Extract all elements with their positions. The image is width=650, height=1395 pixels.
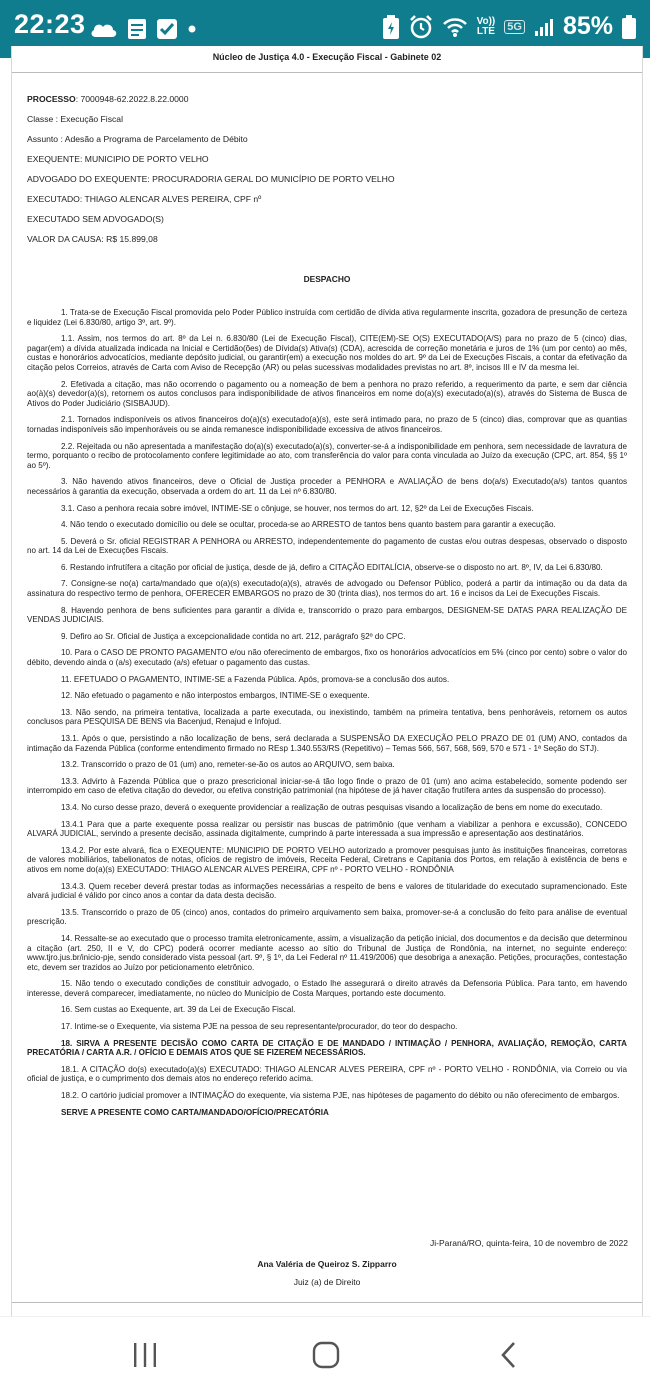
paragraph: 13.4. No curso desse prazo, deverá o exequente providenciar a realização de outras pesquisas visando a localização de bens em nome do executado. [61, 802, 603, 812]
lte-label: LTE [476, 25, 495, 37]
classe-line: Classe : Execução Fiscal [27, 114, 123, 124]
cloud-icon [90, 20, 118, 38]
recent-apps-icon[interactable] [132, 1341, 158, 1369]
paragraph: 13.4.3. Quem receber deverá prestar todas as informações necessárias a respeito de bens e valores de titularidade do executado supramencionado. Este alvará judicial é válido por cinco anos a contar da data desta decisão. [27, 881, 627, 901]
paragraph: 2. Efetivada a citação, mas não ocorrendo o pagamento ou a nomeação de bem a penhora no prazo referido, a requerimento da parte, e sem dar ciência ao(à)(s) devedor(a)(s), retornem os autos conclusos para indisponibilidade de ativos financeiros em nome do(a)(s) executado(a)(s), através do Sistema de Busca de Ativos do Poder Judiciário (SISBAJUD). [27, 379, 627, 408]
signal-icon [534, 17, 554, 37]
paragraph: 12. Não efetuado o pagamento e não interpostos embargos, INTIME-SE o exequente. [61, 691, 370, 701]
paragraph: 14. Ressalte-se ao executado que o processo tramita eletronicamente, assim, a visualização da petição inicial, dos documentos e da decisão que determinou a citação (art. 250, II e V, do CPC) poderá ocorrer mediante acesso ao sítio do Tribunal de Justiça de Rondônia, na internet, no seguinte endereço: www.tjro.jus.br/inicio-pje, sendo considerado vista pessoal (art. 9º, § 1º, da Lei Federal nº 11.419/2006) que desobriga a anexação. Petições, procurações, contestação etc, devem ser trazidos ao Juízo por peticionamento eletrônico. [27, 933, 627, 972]
paragraph: 18.1. A CITAÇÃO do(s) executado(a)(s) EXECUTADO: THIAGO ALENCAR ALVES PEREIRA, CPF nº - PORTO VELHO - RONDÔNIA, via Correio ou via oficial de justiça, e o cumprimento dos demais atos no endereço referido acima. [27, 1064, 627, 1084]
paragraph: 17. Intime-se o Exequente, via sistema PJE na pessoa de seu representante/procurador, do teor do despacho. [61, 1022, 458, 1032]
bold-paragraph: 18. SIRVA A PRESENTE DECISÃO COMO CARTA DE CITAÇÃO E DE MANDADO / INTIMAÇÃO / PENHORA, AVALIAÇÃO, REMOÇÃO, CARTA PRECATÓRIA / CARTA A.R. / OFÍCIO E DEMAIS ATOS QUE SE FIZEREM NECESSÁRIOS. [27, 1038, 627, 1058]
checkbox-icon [156, 18, 178, 40]
paragraph: 13.5. Transcorrido o prazo de 05 (cinco) anos, contados do primeiro arquivamento sem baixa, promover-se-á a conclusão do feito para análise de eventual prescrição. [27, 907, 627, 927]
paragraph: 13.1. Após o que, persistindo a não localização de bens, será declarada a SUSPENSÃO DA EXECUÇÃO PELO PRAZO DE 01 (UM) ANO, contados da intimação da Fazenda Pública (conforme entendimento firmado no REsp 1.340.553/RS (Repetitivo) – Temas 566, 567, 568, 569, 570 e 571 - 1ª Seção do STJ). [27, 734, 627, 753]
paragraph: 2.1. Tornados indisponíveis os ativos financeiros do(a)(s) executado(a)(s), este será intimado para, no prazo de 5 (cinco) dias, comprovar que as quantias tornadas indisponíveis são impenhoráveis ou se ainda remanesce indisponibilidade excessiva de ativos financeiros. [27, 415, 627, 434]
valor-causa-line: VALOR DA CAUSA: R$ 15.899,08 [27, 234, 158, 244]
paragraph: 4. Não tendo o executado domicílio ou dele se ocultar, proceda-se ao ARRESTO de tantos bens quanto bastem para garantir a execução. [61, 520, 556, 530]
serve-line: SERVE A PRESENTE COMO CARTA/MANDADO/OFÍCIO/PRECATÓRIA [61, 1107, 329, 1117]
document-page[interactable] [11, 46, 643, 1316]
paragraph: 16. Sem custas ao Exequente, art. 39 da Lei de Execução Fiscal. [61, 1005, 296, 1015]
sem-advogado-line: EXECUTADO SEM ADVOGADO(S) [27, 214, 164, 224]
assunto-line: Assunto : Adesão a Programa de Parcelamento de Débito [27, 134, 248, 144]
wifi-icon [442, 16, 468, 38]
paragraph: 3.1. Caso a penhora recaia sobre imóvel, INTIME-SE o cônjuge, se houver, nos termos do art. 12, §2º da Lei de Execuções Fiscais. [61, 503, 534, 513]
paragraph: 10. Para o CASO DE PRONTO PAGAMENTO e/ou não oferecimento de embargos, fixo os honorários advocatícios em 5% (cinco por cento) sobre o valor do débito, devendo ainda o (a/s) executado (a/s) efetuar o pagamento das custas. [27, 648, 627, 668]
alarm-icon [409, 15, 433, 39]
paragraph: 1.1. Assim, nos termos do art. 8º da Lei n. 6.830/80 (Lei de Execução Fiscal), CITE(EM)-SE O(S) EXECUTADO(A/S) para no prazo de 5 (cinco) dias, pagar(em) a dívida atualizada indicada na Inicial e Certidão(ões) de Dívida(s) Ativa(s) (CDA), acrescida de correção monetária e juros de 1% (um por cento) ao mês, custas e honorários advocatícios, mediante depósito judicial, ou garantir(em) a execução nos moldes do art. 9º da Lei de Execuções Fiscais, a contar da efetivação da citação pelos Correios, através de Carta com Aviso de Recepção (AR) ou pelas sucessivas modalidades previstas no art. 8º, incisos III e IV da mesma lei. [27, 334, 627, 372]
processo-label: PROCESSO [27, 94, 76, 104]
battery-saver-icon [382, 14, 400, 40]
footer-divider [12, 1302, 642, 1303]
executado-line: EXECUTADO: THIAGO ALENCAR ALVES PEREIRA, CPF nº [27, 194, 262, 204]
paragraph: 13.3. Advirto à Fazenda Pública que o prazo prescricional iniciar-se-á tão logo finde o prazo de 01 (um) ano acima estabelecido, somente podendo ser interrompido em caso de efetiva citação do devedor, ou efetiva constrição patrimonial (na hipótese de já haver citação frutífera antes da suspensão do processo). [27, 776, 627, 796]
navigation-bar [0, 1316, 650, 1395]
signer-role: Juiz (a) de Direito [293, 1277, 361, 1287]
system-icons [382, 12, 636, 41]
volte-icon [477, 17, 496, 37]
date-line: Ji-Paraná/RO, quinta-feira, 10 de novembro de 2022 [430, 1238, 628, 1248]
status-time: 22:23 [14, 9, 86, 39]
paragraph: 13.2. Transcorrido o prazo de 01 (um) ano, remeter-se-ão os autos ao ARQUIVO, sem baixa. [61, 760, 395, 770]
paragraph: 3. Não havendo ativos financeiros, deve o Oficial de Justiça proceder a PENHORA e AVALIAÇÃO de bens do(a/s) Executado(a/s) tantos quantos necessários à garantia da execução, observada a ordem do art. 11 da Lei nº 6.830/80. [27, 477, 627, 496]
home-icon[interactable] [312, 1341, 340, 1369]
processo-value: : 7000948-62.2022.8.22.0000 [75, 94, 189, 104]
paragraph: 7. Consigne-se no(a) carta/mandado que o(a)(s) executado(a)(s), através de advogado ou Defensor Público, poderá a partir da intimação ou da data da assinatura do respectivo termo de penhora, OFERECER EMBARGOS no prazo de 30 (trinta dias), nos termos do art. 16 e incisos da Lei de Execuções Fiscais. [27, 579, 627, 599]
paragraph: 13.4.1 Para que a parte exequente possa realizar ou persistir nas buscas de patrimônio (que venham a viabilizar a penhora e excussão), CONCEDO ALVARÁ JUDICIAL, servindo a presente decisão, assinada digitalmente, cumprindo à parte interessada a sua impressão e apresentação aos destinatários. [27, 819, 627, 839]
paragraph: 18.2. O cartório judicial promover a INTIMAÇÃO do exequente, via sistema PJE, nas hipóteses de pagamento do débito ou não oferecimento de embargos. [61, 1091, 620, 1101]
paragraph: 15. Não tendo o executado condições de constituir advogado, o Estado lhe assegurará o direito através da Defensoria Pública. Para tanto, em havendo interesse, deverá comparecer, imediatamente, no núcleo do Município de Costa Marques, portando este documento. [27, 979, 627, 998]
dot-icon [187, 24, 197, 34]
back-icon[interactable] [498, 1341, 520, 1369]
paragraph: 8. Havendo penhora de bens suficientes para garantir a dívida e, transcorrido o prazo para embargos, DESIGNEM-SE DATAS PARA REALIZAÇÃO DE VENDAS JUDICIAIS. [27, 605, 627, 625]
volte-label: Vo)) [476, 15, 496, 27]
document-title: DESPACHO [303, 274, 351, 284]
paragraph: 9. Defiro ao Sr. Oficial de Justiça a excepcionalidade contida no art. 212, parágrafo §2º do CPC. [61, 631, 406, 641]
processo-line [27, 94, 189, 104]
signer-name: Ana Valéria de Queiroz S. Zipparro [257, 1259, 397, 1269]
paragraph: 6. Restando infrutífera a citação por oficial de justiça, desde de já, defiro a CITAÇÃO EDITALÍCIA, observe-se o disposto no art. 8º, IV, da Lei 6.830/80. [61, 562, 603, 572]
header-divider [12, 72, 642, 73]
document-header: Núcleo de Justiça 4.0 - Execução Fiscal - Gabinete 02 [212, 52, 442, 62]
file-icon [127, 18, 147, 40]
exequente-line: EXEQUENTE: MUNICIPIO DE PORTO VELHO [27, 154, 209, 164]
battery-icon [622, 15, 636, 39]
document-body [27, 308, 627, 1124]
paragraph: 11. EFETUADO O PAGAMENTO, INTIME-SE a Fazenda Pública. Após, promova-se a conclusão dos autos. [61, 674, 450, 684]
5g-icon: 5G [504, 20, 525, 34]
paragraph: 1. Trata-se de Execução Fiscal promovida pelo Poder Público instruída com certidão de dívida ativa regularmente inscrita, gozadora de presunção de certeza e liquidez (Lei 6.830/80, artigo 3º, art. 9º). [27, 308, 627, 327]
paragraph: 5. Deverá o Sr. oficial REGISTRAR A PENHORA ou ARRESTO, independentemente do pagamento de custas e/ou outras despesas, observado o disposto no art. 14 da Lei de Execuções Fiscais. [27, 536, 627, 556]
paragraph: 13. Não sendo, na primeira tentativa, localizada a parte executada, ou inexistindo, também na primeira tentativa, bens penhoráveis, retornem os autos conclusos para PESQUISA DE BENS via Bacenjud, Renajud e Infojud. [27, 707, 627, 727]
advogado-line: ADVOGADO DO EXEQUENTE: PROCURADORIA GERAL DO MUNICÍPIO DE PORTO VELHO [27, 174, 395, 184]
paragraph: 2.2. Rejeitada ou não apresentada a manifestação do(a)(s) executado(a)(s), converter-se-á a indisponibilidade em penhora, sem necessidade de lavratura de termo, porquanto o recibo de protocolamento confere legitimidade ao ato, com transferência do valor para conta vinculada ao Juízo da execução (CPC, art. 854, §§ 1º ao 5º). [27, 441, 627, 470]
battery-percent: 85% [562, 12, 613, 40]
notification-icons [90, 16, 197, 42]
paragraph: 13.4.2. Por este alvará, fica o EXEQUENTE: MUNICIPIO DE PORTO VELHO autorizado a promover pesquisas junto às instituições financeiras, corretoras de valores mobiliários, tabelionatos de notas, ofícios de registro de imóveis, Receita Federal, Ciretrans e Capitania dos Portos, em relação à existência de bens e ativos em nome do(a)(s) EXECUTADO: THIAGO ALENCAR ALVES PEREIRA, CPF nº - PORTO VELHO - RONDÔNIA [27, 845, 627, 874]
